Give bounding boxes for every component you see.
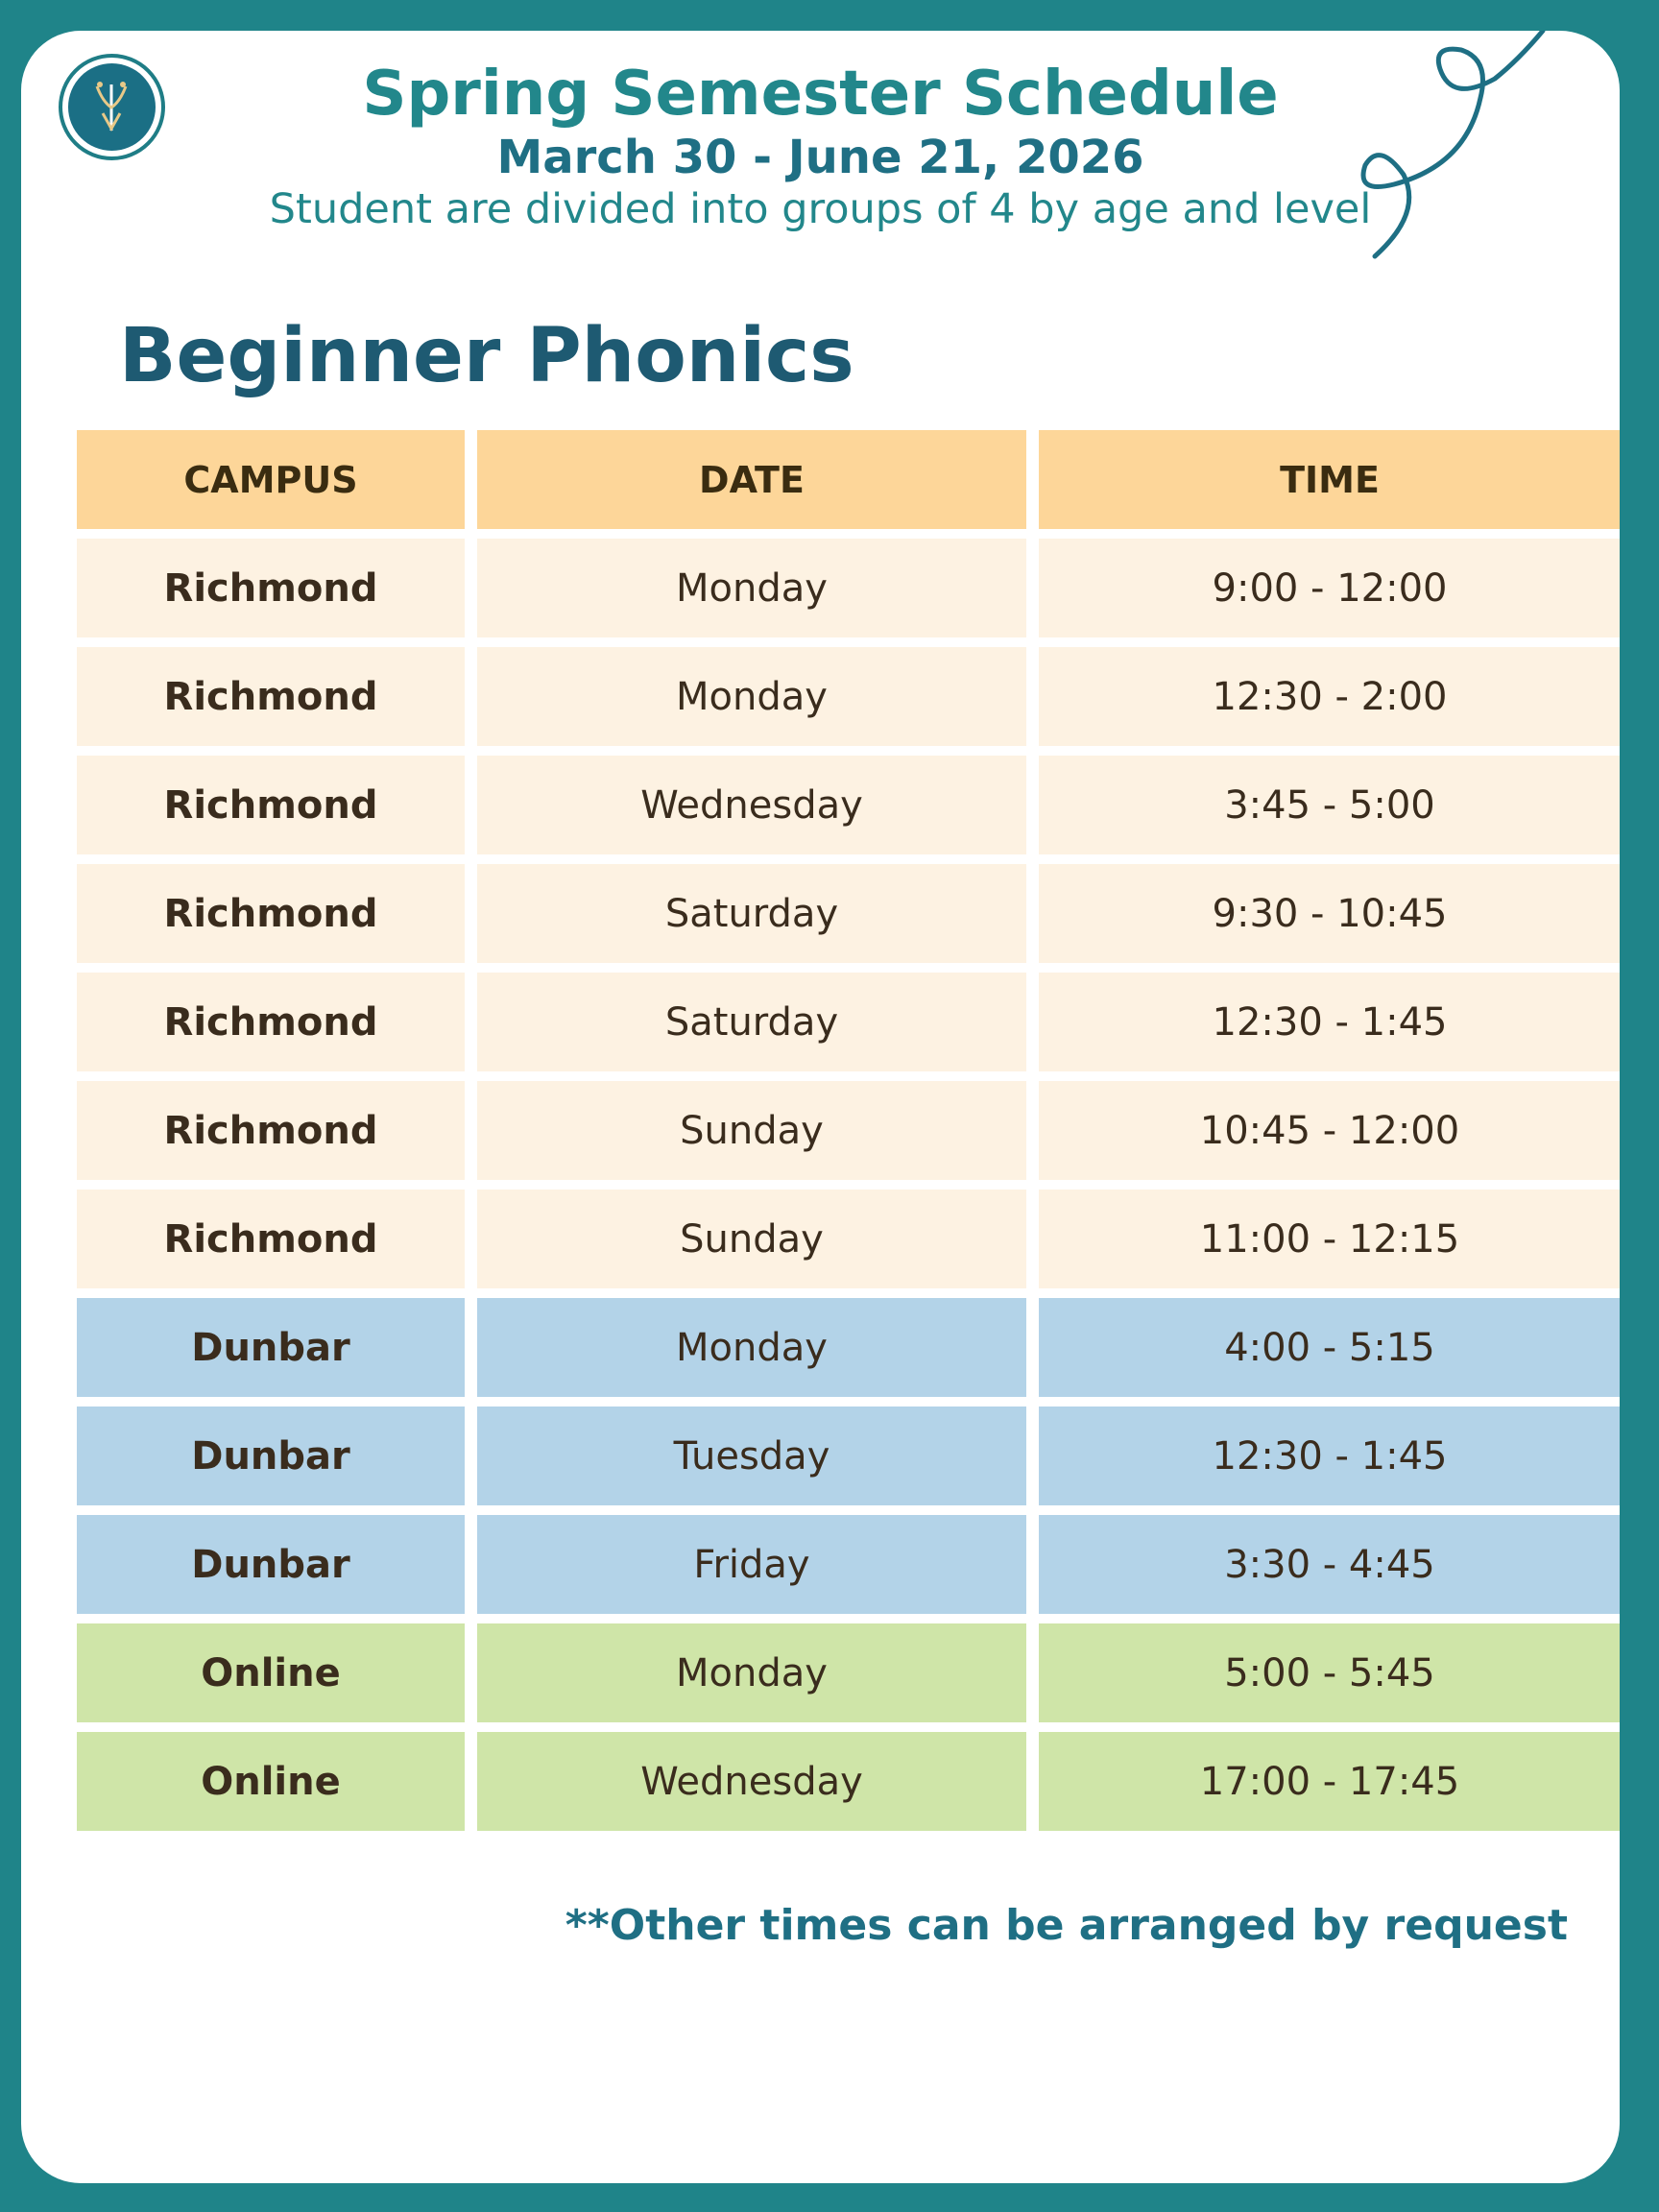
header-campus: CAMPUS: [77, 430, 465, 529]
time-cell: 4:00 - 5:15: [1039, 1298, 1620, 1397]
date-cell: Monday: [477, 1623, 1026, 1722]
time-cell: 9:00 - 12:00: [1039, 539, 1620, 637]
time-cell: 3:30 - 4:45: [1039, 1515, 1620, 1614]
section-title: Beginner Phonics: [119, 313, 854, 399]
campus-cell: Richmond: [77, 864, 465, 963]
footnote: **Other times can be arranged by request: [565, 1901, 1568, 1950]
header-time: TIME: [1039, 430, 1620, 529]
campus-cell: Online: [77, 1732, 465, 1831]
date-cell: Saturday: [477, 973, 1026, 1071]
campus-cell: Dunbar: [77, 1515, 465, 1614]
campus-cell: Richmond: [77, 756, 465, 854]
date-cell: Monday: [477, 539, 1026, 637]
date-cell: Monday: [477, 1298, 1026, 1397]
date-cell: Sunday: [477, 1190, 1026, 1288]
campus-cell: Richmond: [77, 647, 465, 746]
date-cell: Sunday: [477, 1081, 1026, 1180]
date-cell: Tuesday: [477, 1407, 1026, 1505]
time-cell: 11:00 - 12:15: [1039, 1190, 1620, 1288]
time-cell: 17:00 - 17:45: [1039, 1732, 1620, 1831]
date-cell: Wednesday: [477, 1732, 1026, 1831]
date-cell: Saturday: [477, 864, 1026, 963]
time-cell: 5:00 - 5:45: [1039, 1623, 1620, 1722]
campus-cell: Richmond: [77, 1081, 465, 1180]
time-cell: 12:30 - 2:00: [1039, 647, 1620, 746]
campus-cell: Richmond: [77, 973, 465, 1071]
date-cell: Wednesday: [477, 756, 1026, 854]
page-subtitle: Student are divided into groups of 4 by age and level: [269, 185, 1372, 233]
page-title: Spring Semester Schedule: [362, 59, 1279, 130]
date-cell: Friday: [477, 1515, 1026, 1614]
time-cell: 9:30 - 10:45: [1039, 864, 1620, 963]
campus-cell: Dunbar: [77, 1298, 465, 1397]
date-cell: Monday: [477, 647, 1026, 746]
campus-cell: Richmond: [77, 1190, 465, 1288]
time-cell: 3:45 - 5:00: [1039, 756, 1620, 854]
campus-cell: Online: [77, 1623, 465, 1722]
header-date: DATE: [477, 430, 1026, 529]
semester-dates: March 30 - June 21, 2026: [496, 131, 1144, 184]
time-cell: 12:30 - 1:45: [1039, 973, 1620, 1071]
time-cell: 12:30 - 1:45: [1039, 1407, 1620, 1505]
time-cell: 10:45 - 12:00: [1039, 1081, 1620, 1180]
schedule-card: [21, 31, 1620, 2183]
campus-cell: Richmond: [77, 539, 465, 637]
campus-cell: Dunbar: [77, 1407, 465, 1505]
